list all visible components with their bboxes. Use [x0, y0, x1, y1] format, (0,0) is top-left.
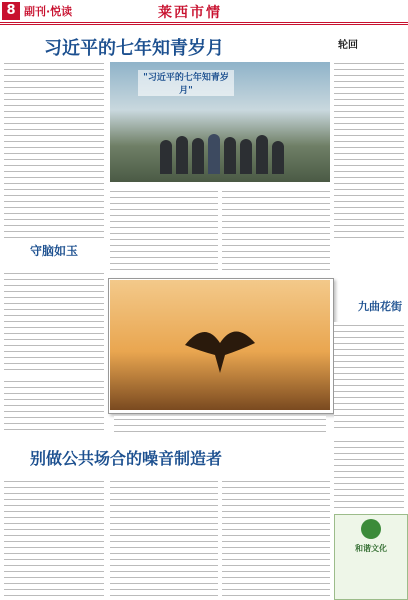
page-number: 8	[2, 2, 20, 20]
person-figure	[160, 140, 172, 174]
person-figure	[272, 141, 284, 174]
side-essay-title: 轮回	[338, 40, 358, 51]
bottom-article-column-2	[110, 478, 218, 596]
essay-text	[4, 270, 104, 370]
poem-text	[334, 322, 404, 432]
bottom-article-column-1	[4, 478, 104, 596]
header-rule	[0, 22, 408, 23]
header-rule-2	[0, 24, 408, 25]
person-figure	[192, 138, 204, 174]
photo1-caption: "习近平的七年知青岁月"	[138, 70, 234, 96]
article-column-3	[222, 188, 330, 272]
hand-shadow-photo	[110, 280, 330, 410]
bottom-article-column-3	[222, 478, 330, 596]
poem-title: 九曲花街	[358, 300, 402, 313]
essay-title: 守脑如玉	[30, 244, 79, 258]
advertisement	[334, 514, 408, 600]
section-name: 副刊·悦读	[24, 5, 73, 18]
ad-logo-icon	[361, 519, 381, 539]
bottom-headline: 别做公共场合的噪音制造者	[30, 449, 223, 468]
article-column-1	[4, 60, 104, 238]
side-essay-text	[334, 60, 404, 238]
person-figure	[208, 134, 220, 174]
person-figure	[240, 139, 252, 174]
photo2-caption	[114, 416, 326, 434]
person-figure	[224, 137, 236, 174]
main-headline: 习近平的七年知青岁月	[44, 38, 224, 59]
people-figures	[160, 124, 290, 174]
article-photo-1	[110, 62, 330, 182]
poem-text-continued	[334, 438, 404, 508]
person-figure	[256, 135, 268, 174]
person-figure	[176, 136, 188, 174]
essay-text-continued	[4, 378, 104, 434]
newspaper-name: 莱西市情	[158, 5, 222, 21]
ad-title: 和谐文化	[355, 543, 387, 553]
bird-hands-silhouette	[180, 315, 260, 375]
article-column-2	[110, 188, 218, 274]
